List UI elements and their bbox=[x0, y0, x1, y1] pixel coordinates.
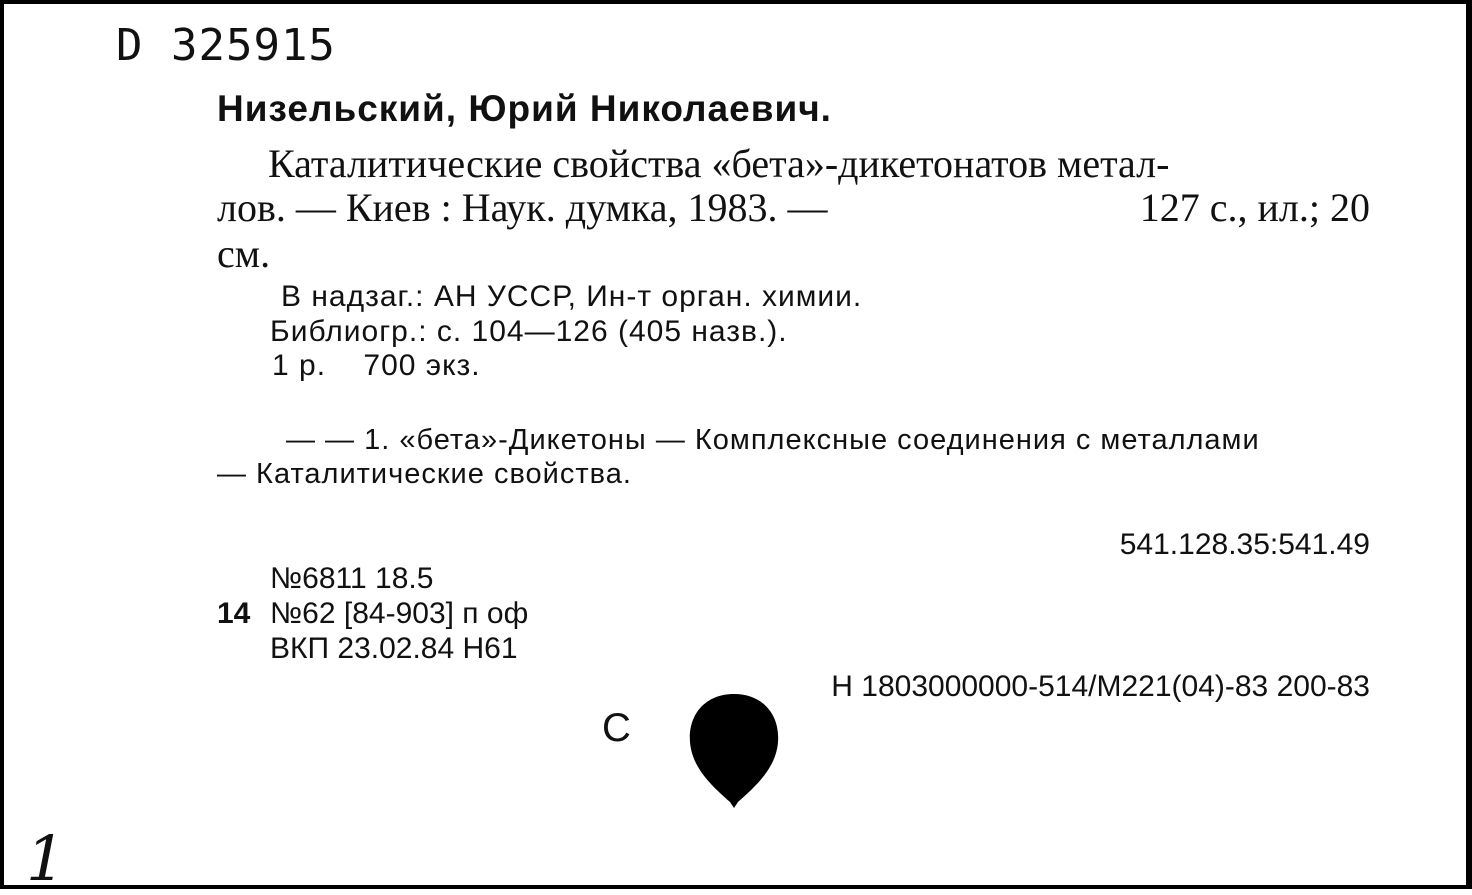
title-line-3: см. bbox=[217, 231, 271, 276]
title-line-2: лов. — Киев : Наук. думка, 1983. — bbox=[217, 185, 828, 230]
record-line-1: №6811 18.5 bbox=[270, 562, 434, 595]
note-price: 1 р. 700 экз. bbox=[272, 349, 481, 382]
subject-heading-line-2: — Каталитические свойства. bbox=[217, 458, 632, 490]
title-line-1: Каталитические свойства «бета»-дикетонатов метал- bbox=[268, 141, 1170, 186]
author-heading: Низельский, Юрий Николаевич. bbox=[217, 88, 832, 129]
record-line-3: ВКП 23.02.84 Н61 bbox=[270, 632, 518, 665]
punch-hole-icon bbox=[686, 690, 782, 810]
record-line-2: №62 [84-903] п оф bbox=[270, 597, 529, 630]
note-header: В надзаг.: АН УССР, Ин-т орган. химии. bbox=[281, 280, 863, 313]
call-number: D 325915 bbox=[116, 20, 336, 71]
c-mark: С bbox=[602, 706, 631, 750]
handwritten-mark: 1 bbox=[26, 822, 66, 895]
title-line-2-extent: 127 с., ил.; 20 bbox=[1139, 185, 1370, 230]
note-bibliography: Библиогр.: с. 104—126 (405 назв.). bbox=[270, 315, 788, 348]
udc-index: 541.128.35:541.49 bbox=[1119, 528, 1370, 561]
publisher-code: Н 1803000000-514/М221(04)-83 200-83 bbox=[831, 670, 1370, 703]
record-line-2-prefix: 14 bbox=[217, 597, 251, 630]
subject-heading-line-1: — — 1. «бета»-Дикетоны — Комплексные соединения с металлами bbox=[286, 424, 1260, 456]
